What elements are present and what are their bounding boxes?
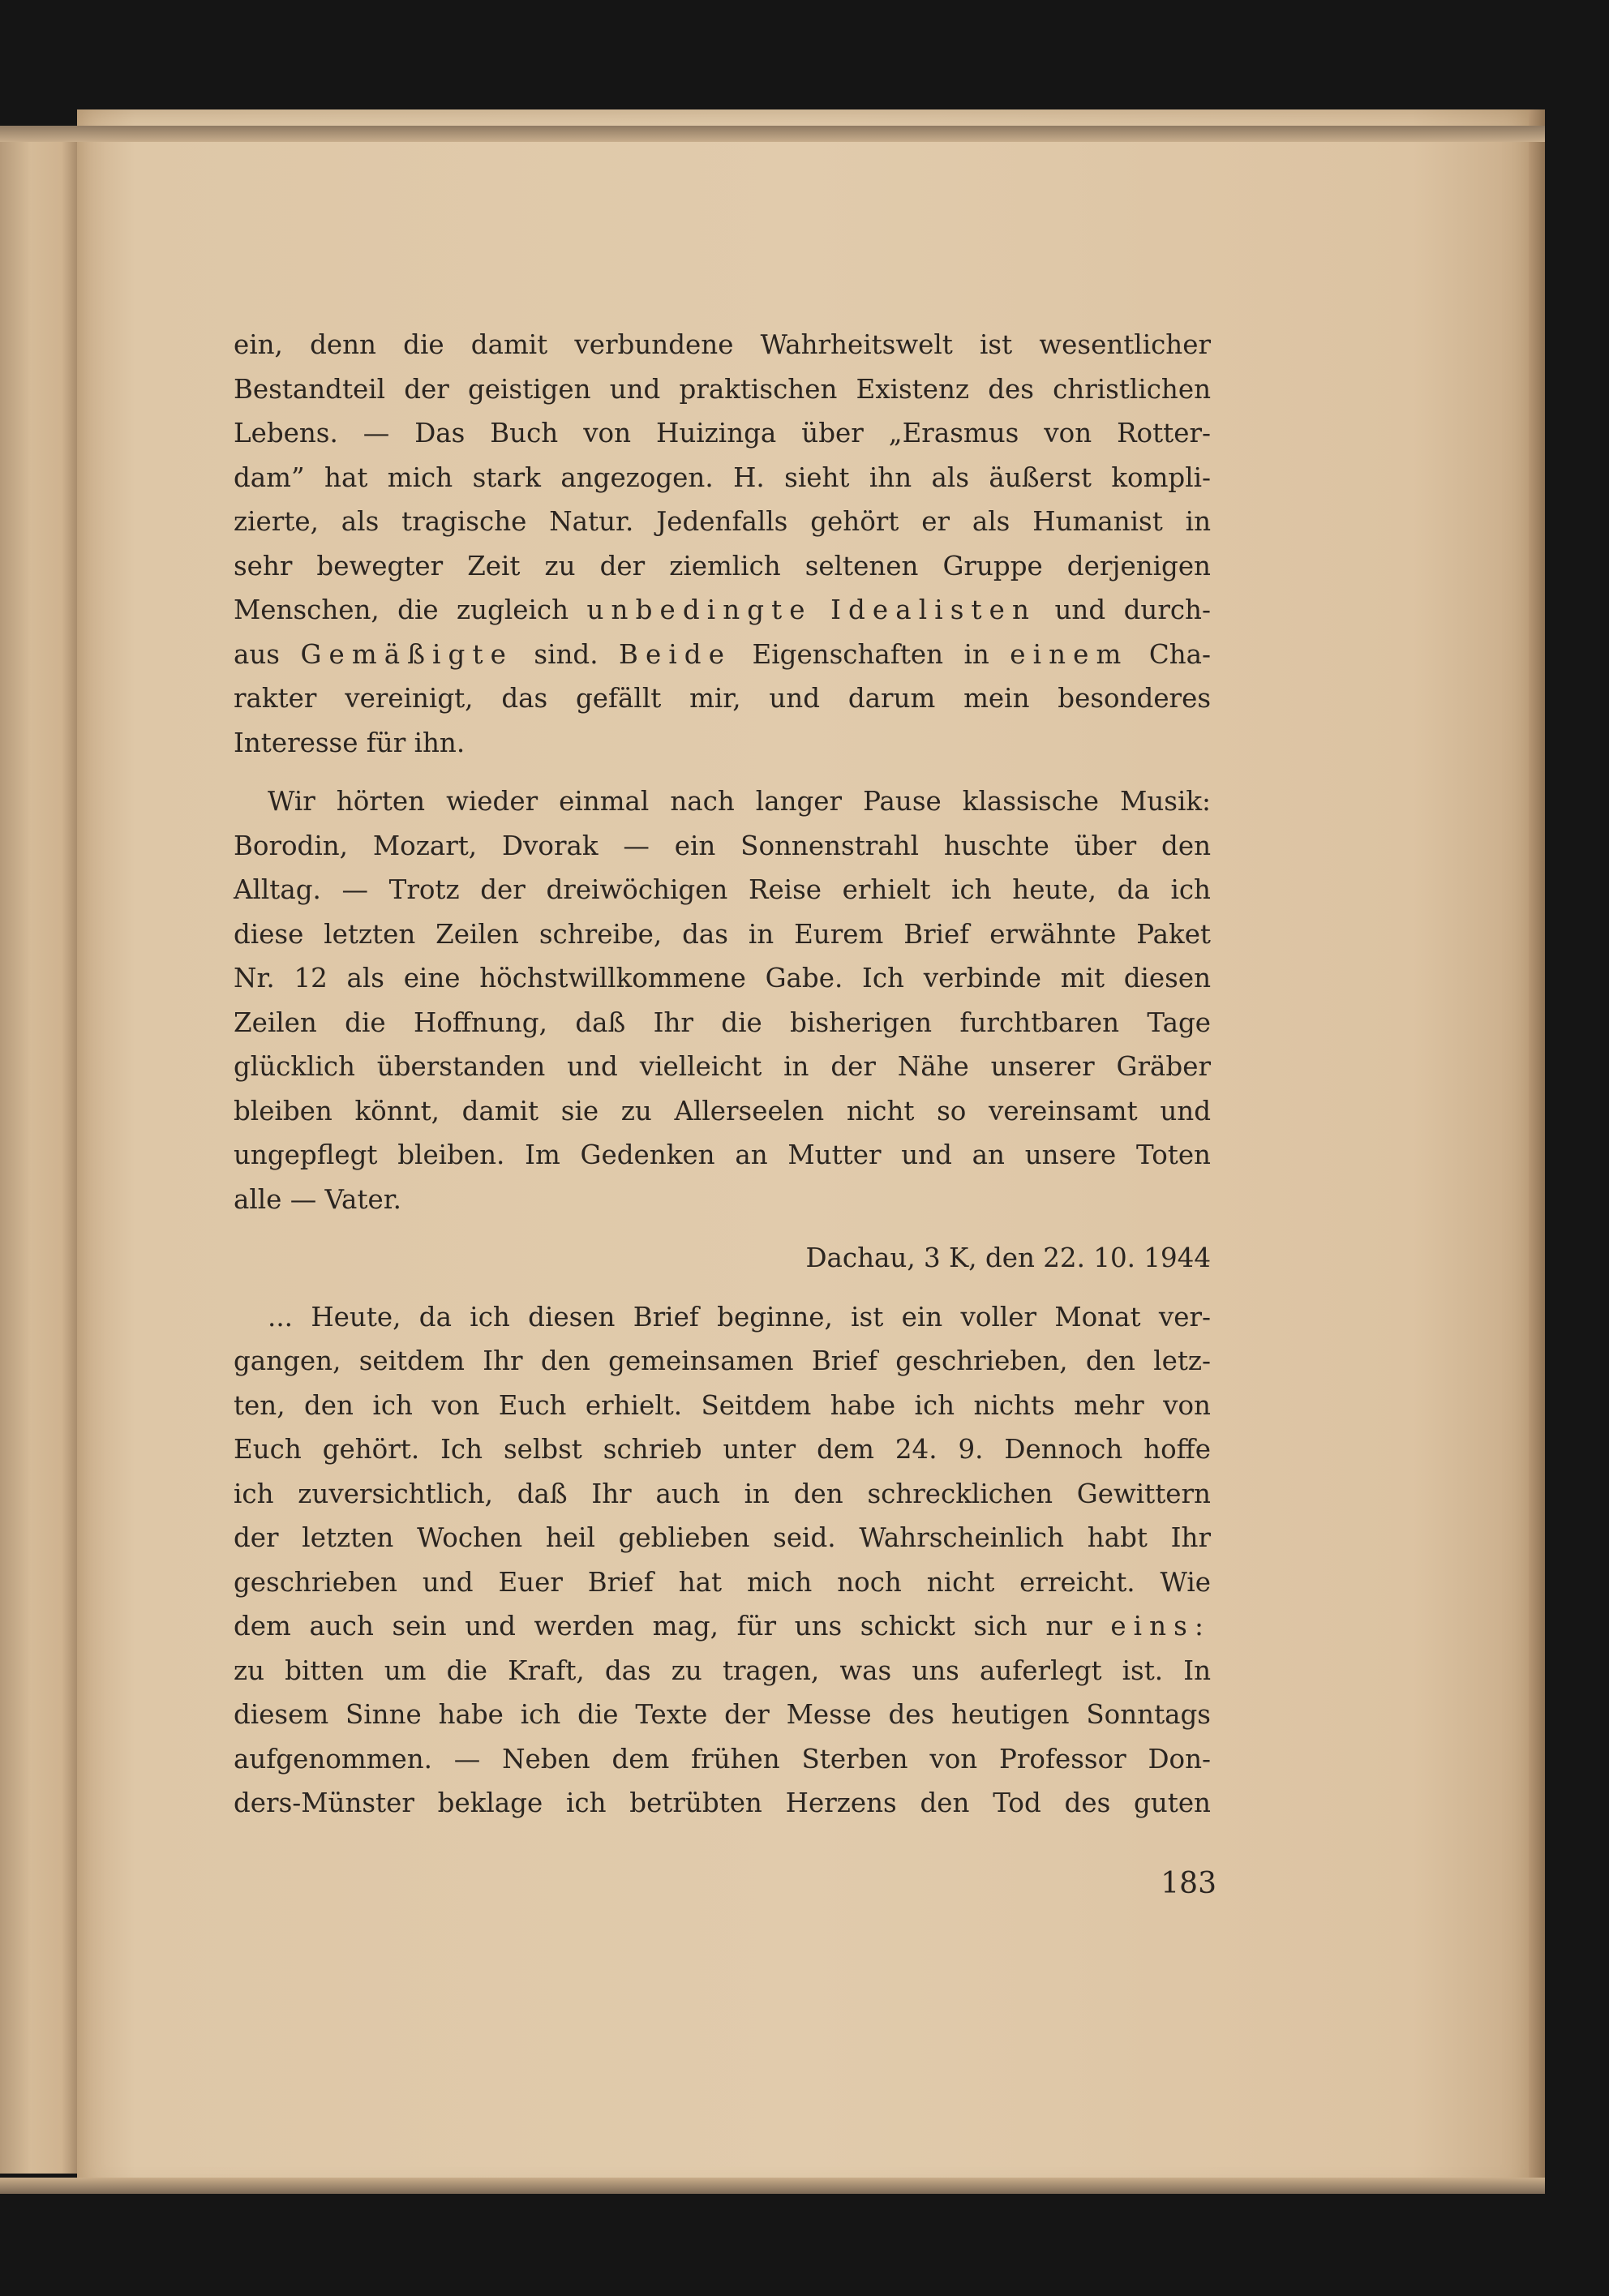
text-line: Nr. 12 als eine höchstwillkommene Gabe. Ich verbinde mit diesen	[234, 963, 1211, 994]
emphasized-word: Beide	[619, 638, 732, 670]
text-fragment: dem auch sein und werden mag, für uns schickt sich nur	[234, 1611, 1092, 1642]
text-line: diesem Sinne habe ich die Texte der Messe des heutigen Sonntags	[234, 1699, 1211, 1730]
text-line: der letzten Wochen heil geblieben seid. Wahrscheinlich habt Ihr	[234, 1522, 1211, 1553]
text-line: ders-Münster beklage ich betrübten Herzens den Tod des guten	[234, 1787, 1211, 1818]
text-fragment: Cha-	[1148, 638, 1211, 670]
text-line: zierte, als tragische Natur. Jedenfalls gehört er als Humanist in	[234, 506, 1211, 537]
text-line: ... Heute, da ich diesen Brief beginne, ist ein voller Monat ver-	[268, 1301, 1211, 1333]
text-line: zu bitten um die Kraft, das zu tragen, was uns auferlegt ist. In	[234, 1654, 1211, 1686]
text-line: aufgenommen. — Neben dem frühen Sterben von Professor Don-	[234, 1743, 1211, 1775]
text-line: diese letzten Zeilen schreibe, das in Eurem Brief erwähnte Paket	[234, 918, 1211, 950]
text-line	[234, 1604, 1211, 1649]
text-fragment: Eigenschaften in	[752, 638, 989, 670]
text-line	[234, 633, 1211, 677]
text-line: ich zuversichtlich, daß Ihr auch in den schrecklichen Gewittern	[234, 1478, 1211, 1509]
text-line: Euch gehört. Ich selbst schrieb unter dem 24. 9. Dennoch hoffe	[234, 1434, 1211, 1465]
text-line: Borodin, Mozart, Dvorak — ein Sonnenstrahl huschte über den	[234, 830, 1211, 861]
emphasized-word: einem	[1010, 638, 1129, 670]
text-line: Alltag. — Trotz der dreiwöchigen Reise erhielt ich heute, da ich	[234, 874, 1211, 905]
text-line: dam” hat mich stark angezogen. H. sieht ihn als äußerst kompli-	[234, 461, 1211, 493]
text-line: geschrieben und Euer Brief hat mich noch nicht erreicht. Wie	[234, 1566, 1211, 1598]
text-line: Interesse für ihn.	[234, 727, 466, 758]
book-binding-edge	[1529, 109, 1545, 2194]
text-fragment: Menschen, die zugleich	[234, 594, 569, 625]
text-line: Lebens. — Das Buch von Huizinga über „Erasmus von Rotter-	[234, 418, 1211, 448]
text-line: glücklich überstanden und vielleicht in der Nähe unserer Gräber	[234, 1051, 1211, 1082]
text-line: rakter vereinigt, das gefällt mir, und darum mein besonderes	[234, 683, 1211, 714]
emphasized-word: Idealisten	[830, 594, 1037, 625]
text-line: bleiben könnt, damit sie zu Allerseelen nicht so vereinsamt und	[234, 1095, 1211, 1127]
emphasized-word: unbedingte	[586, 594, 813, 625]
page-body-text	[234, 323, 1211, 1826]
text-fragment: und durch-	[1054, 594, 1211, 625]
text-line: gangen, seitdem Ihr den gemeinsamen Brief geschrieben, den letz-	[234, 1345, 1211, 1376]
facing-page-edge	[0, 130, 77, 2174]
letter-dateline: Dachau, 3 K, den 22. 10. 1944	[805, 1242, 1211, 1273]
paragraph-2	[234, 779, 1211, 1221]
page-bottom-edge	[0, 2178, 1545, 2194]
text-fragment: aus	[234, 638, 280, 670]
page-number: 183	[1161, 1867, 1216, 1900]
text-line	[234, 588, 1211, 633]
paragraph-3	[234, 1295, 1211, 1826]
text-line: Zeilen die Hoffnung, daß Ihr die bisherigen furchtbaren Tage	[234, 1006, 1211, 1038]
emphasized-word: eins:	[1110, 1611, 1211, 1642]
text-line: Bestandteil der geistigen und praktischen Existenz des christlichen	[234, 373, 1211, 405]
text-line: ungepflegt bleiben. Im Gedenken an Mutter und an unsere Toten	[234, 1139, 1211, 1170]
text-line: sehr bewegter Zeit zu der ziemlich seltenen Gruppe derjenigen	[234, 550, 1211, 582]
text-line: Wir hörten wieder einmal nach langer Pause klassische Musik:	[268, 786, 1211, 817]
paragraph-1	[234, 323, 1211, 765]
text-line: alle — Vater.	[234, 1183, 402, 1215]
text-line: ein, denn die damit verbundene Wahrheitswelt ist wesentlicher	[234, 329, 1211, 360]
emphasized-word: Gemäßigte	[300, 638, 513, 670]
text-line: ten, den ich von Euch erhielt. Seitdem habe ich nichts mehr von	[234, 1389, 1211, 1421]
page-top-edge	[0, 126, 1545, 142]
text-fragment: sind.	[534, 638, 599, 670]
